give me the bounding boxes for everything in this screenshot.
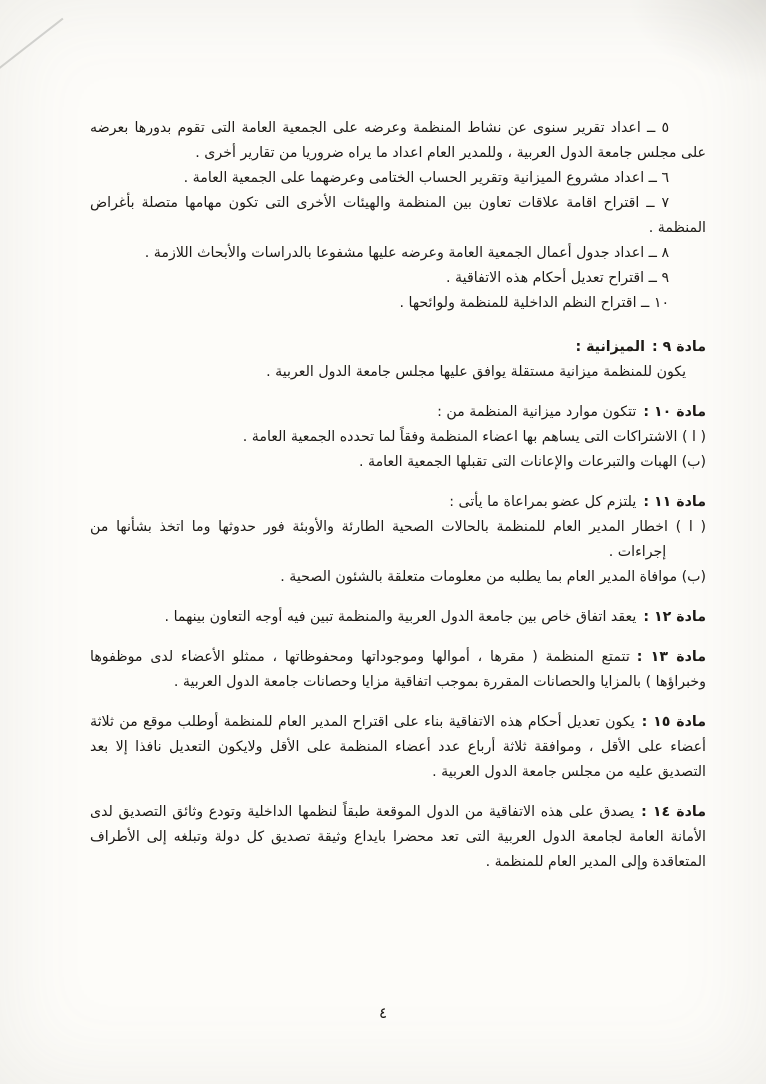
numbered-list <box>90 116 706 316</box>
article-10-intro: تتكون موارد ميزانية المنظمة من : <box>437 404 637 420</box>
article-15-paragraph <box>90 710 706 785</box>
numbered-item-5: ٥ ــ اعداد تقرير سنوى عن نشاط المنظمة وعرضه على الجمعية العامة التى تقوم بدورها بعرضه على مجلس جامعة الدول العربية ، وللمدير العام اعداد ما يراه ضروريا من تقارير أخرى . <box>90 120 706 161</box>
article-11-sub-item-b: (ب) موافاة المدير العام بما يطلبه من معلومات متعلقة بالشئون الصحية . <box>280 569 706 585</box>
article-13-paragraph <box>90 645 706 695</box>
article-12 <box>90 605 706 630</box>
article-9 <box>90 335 706 385</box>
numbered-item-9: ٩ ــ اقتراح تعديل أحكام هذه الاتفاقية . <box>446 270 670 286</box>
article-14-paragraph <box>90 800 706 875</box>
article-11-label: مادة ١١ : <box>643 494 706 510</box>
article-9-heading: الميزانية : <box>575 339 645 355</box>
article-13 <box>90 645 706 695</box>
article-10-sub-item-a: ( ا ) الاشتراكات التى يساهم بها اعضاء المنظمة وفقاً لما تحدده الجمعية العامة . <box>242 429 706 445</box>
article-12-body: يعقد اتفاق خاص بين جامعة الدول العربية والمنظمة تبين فيه أوجه التعاون بينهما . <box>164 609 637 625</box>
document-content <box>90 0 706 875</box>
numbered-item-8: ٨ ــ اعداد جدول أعمال الجمعية العامة وعرضه عليها مشفوعا بالدراسات والأبحاث اللازمة . <box>144 245 670 261</box>
article-9-header <box>90 335 706 360</box>
article-10 <box>90 400 706 475</box>
article-11-intro: يلتزم كل عضو بمراعاة ما يأتى : <box>449 494 637 510</box>
article-9-body: يكون للمنظمة ميزانية مستقلة يوافق عليها مجلس جامعة الدول العربية . <box>266 364 687 380</box>
numbered-item-7: ٧ ــ اقتراح اقامة علاقات تعاون بين المنظمة والهيئات الأخرى التى تكون مهامها متصلة بأغراض المنظمة . <box>90 195 706 236</box>
article-14 <box>90 800 706 875</box>
article-12-label: مادة ١٢ : <box>643 609 706 625</box>
article-11-header <box>90 490 706 515</box>
article-10-sub-item-b: (ب) الهبات والتبرعات والإعانات التى تقبلها الجمعية العامة . <box>358 454 706 470</box>
article-11-sub-item-a: ( ا ) اخطار المدير العام للمنظمة بالحالات الصحية الطارئة والأوبئة فور حدوثها وما اتخذ بشأنها من إجراءات . <box>90 519 706 560</box>
article-12-paragraph <box>90 605 706 630</box>
article-9-label: مادة ٩ : <box>651 339 706 355</box>
scan-artifact-corner-line <box>0 18 64 73</box>
numbered-item-6: ٦ ــ اعداد مشروع الميزانية وتقرير الحساب الختامى وعرضهما على الجمعية العامة . <box>183 170 670 186</box>
article-13-label: مادة ١٣ : <box>636 649 706 665</box>
article-14-label: مادة ١٤ : <box>641 804 706 820</box>
page-number: ٤ <box>378 1004 388 1022</box>
article-10-header <box>90 400 706 425</box>
article-13-body: تتمتع المنظمة ( مقرها ، أموالها وموجوداتها ومحفوظاتها ، ممثلو الأعضاء لدى موظفوها وخبراؤها ) بالمزايا والحصانات المقررة بموجب اتفاقية مزايا وحصانات جامعة الدول العربية . <box>90 649 706 690</box>
numbered-item-10: ١٠ ــ اقتراح النظم الداخلية للمنظمة ولوائحها . <box>399 295 670 311</box>
article-11 <box>90 490 706 590</box>
article-15-label: مادة ١٥ : <box>641 714 706 730</box>
article-14-body: يصدق على هذه الاتفاقية من الدول الموقعة طبقاً لنظمها الداخلية وتودع وثائق التصديق لدى الأمانة العامة لجامعة الدول العربية التى تعد محضرا بايداع وثيقة تصديق كل دولة وتبلغه إلى الأطراف المتعاقدة وإلى المدير العام للمنظمة . <box>90 804 706 870</box>
article-10-label: مادة ١٠ : <box>643 404 706 420</box>
article-15-body: يكون تعديل أحكام هذه الاتفاقية بناء على اقتراح المدير العام للمنظمة أوطلب موقع من ثلاثة أعضاء على الأقل ، وموافقة ثلاثة أرباع عدد أعضاء المنظمة على الأقل ولايكون التعديل نافذا إلا بعد التصديق عليه من مجلس جامعة الدول العربية . <box>90 714 706 780</box>
article-15 <box>90 710 706 785</box>
